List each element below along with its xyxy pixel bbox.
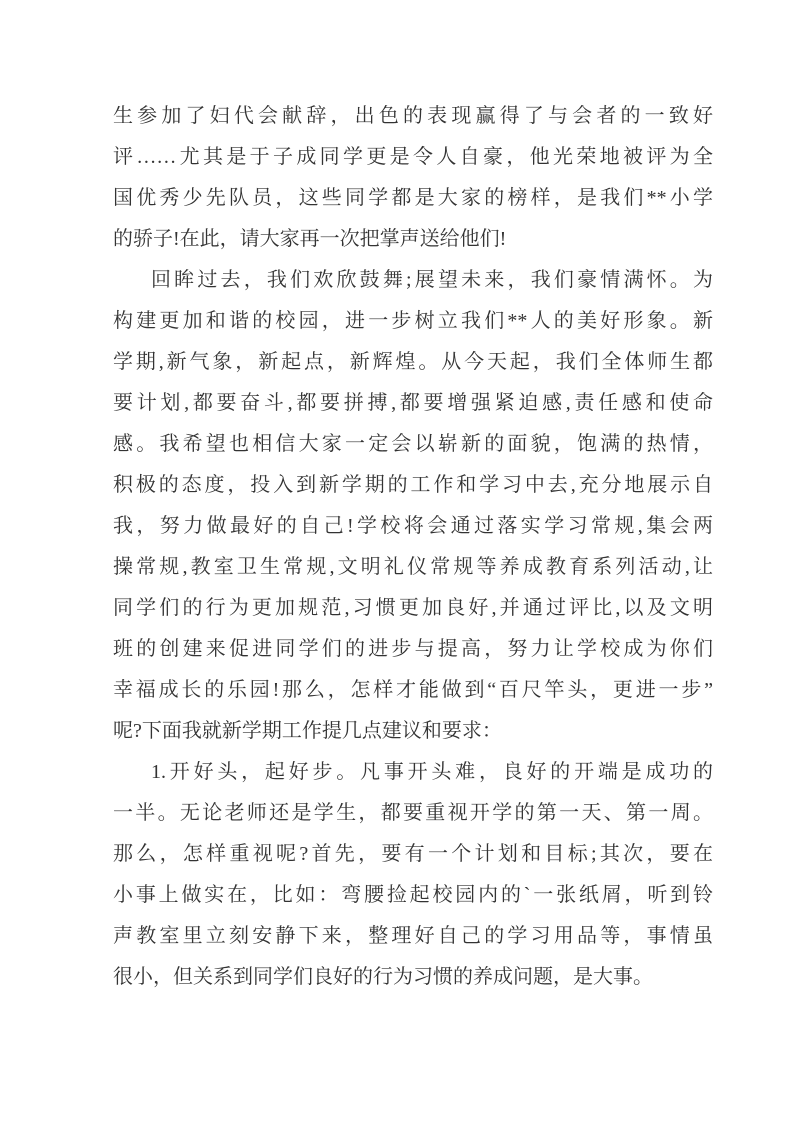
text-line: 国优秀少先队员，这些同学都是大家的榜样，是我们**小学 <box>113 187 713 209</box>
text-line: 呢?下面我就新学期工作提几点建议和要求： <box>113 720 502 742</box>
text-line: 一半。无论老师还是学生，都要重视开学的第一天、第一周。 <box>113 802 713 824</box>
text-line: 小事上做实在，比如：弯腰捡起校园内的`一张纸屑，听到铃 <box>113 884 713 906</box>
paragraph <box>113 96 713 260</box>
text-line: 操常规,教室卫生常规,文明礼仪常规等养成教育系列活动,让 <box>113 556 713 578</box>
paragraph <box>113 260 713 752</box>
text-line: 学期,新气象，新起点，新辉煌。从今天起，我们全体师生都 <box>113 351 713 373</box>
text-line: 班的创建来促进同学们的进步与提高，努力让学校成为你们 <box>113 638 713 660</box>
text-line: 很小，但关系到同学们良好的行为习惯的养成问题，是大事。 <box>113 966 653 988</box>
text-line: 1.开好头，起好步。凡事开头难，良好的开端是成功的 <box>151 761 713 783</box>
text-line: 感。我希望也相信大家一定会以崭新的面貌，饱满的热情， <box>113 433 713 455</box>
text-line: 同学们的行为更加规范,习惯更加良好,并通过评比,以及文明 <box>113 597 713 619</box>
text-line: 积极的态度，投入到新学期的工作和学习中去,充分地展示自 <box>113 474 713 496</box>
text-line: 声教室里立刻安静下来，整理好自己的学习用品等，事情虽 <box>113 925 713 947</box>
paragraph <box>113 752 713 998</box>
text-line: 生参加了妇代会献辞，出色的表现赢得了与会者的一致好 <box>113 105 713 127</box>
text-line: 我，努力做最好的自己!学校将会通过落实学习常规,集会两 <box>113 515 713 537</box>
text-line: 要计划,都要奋斗,都要拼搏,都要增强紧迫感,责任感和使命 <box>113 392 713 414</box>
text-line: 评……尤其是于子成同学更是令人自豪，他光荣地被评为全 <box>113 146 713 168</box>
text-line: 的骄子!在此，请大家再一次把掌声送给他们! <box>113 228 507 250</box>
text-line: 构建更加和谐的校园，进一步树立我们**人的美好形象。新 <box>113 310 713 332</box>
text-line: 回眸过去，我们欢欣鼓舞;展望未来，我们豪情满怀。为 <box>151 269 713 291</box>
document-body <box>113 96 713 998</box>
text-line: 幸福成长的乐园!那么，怎样才能做到“百尺竿头，更进一步” <box>113 679 713 701</box>
text-line: 那么，怎样重视呢?首先，要有一个计划和目标;其次，要在 <box>113 843 713 865</box>
